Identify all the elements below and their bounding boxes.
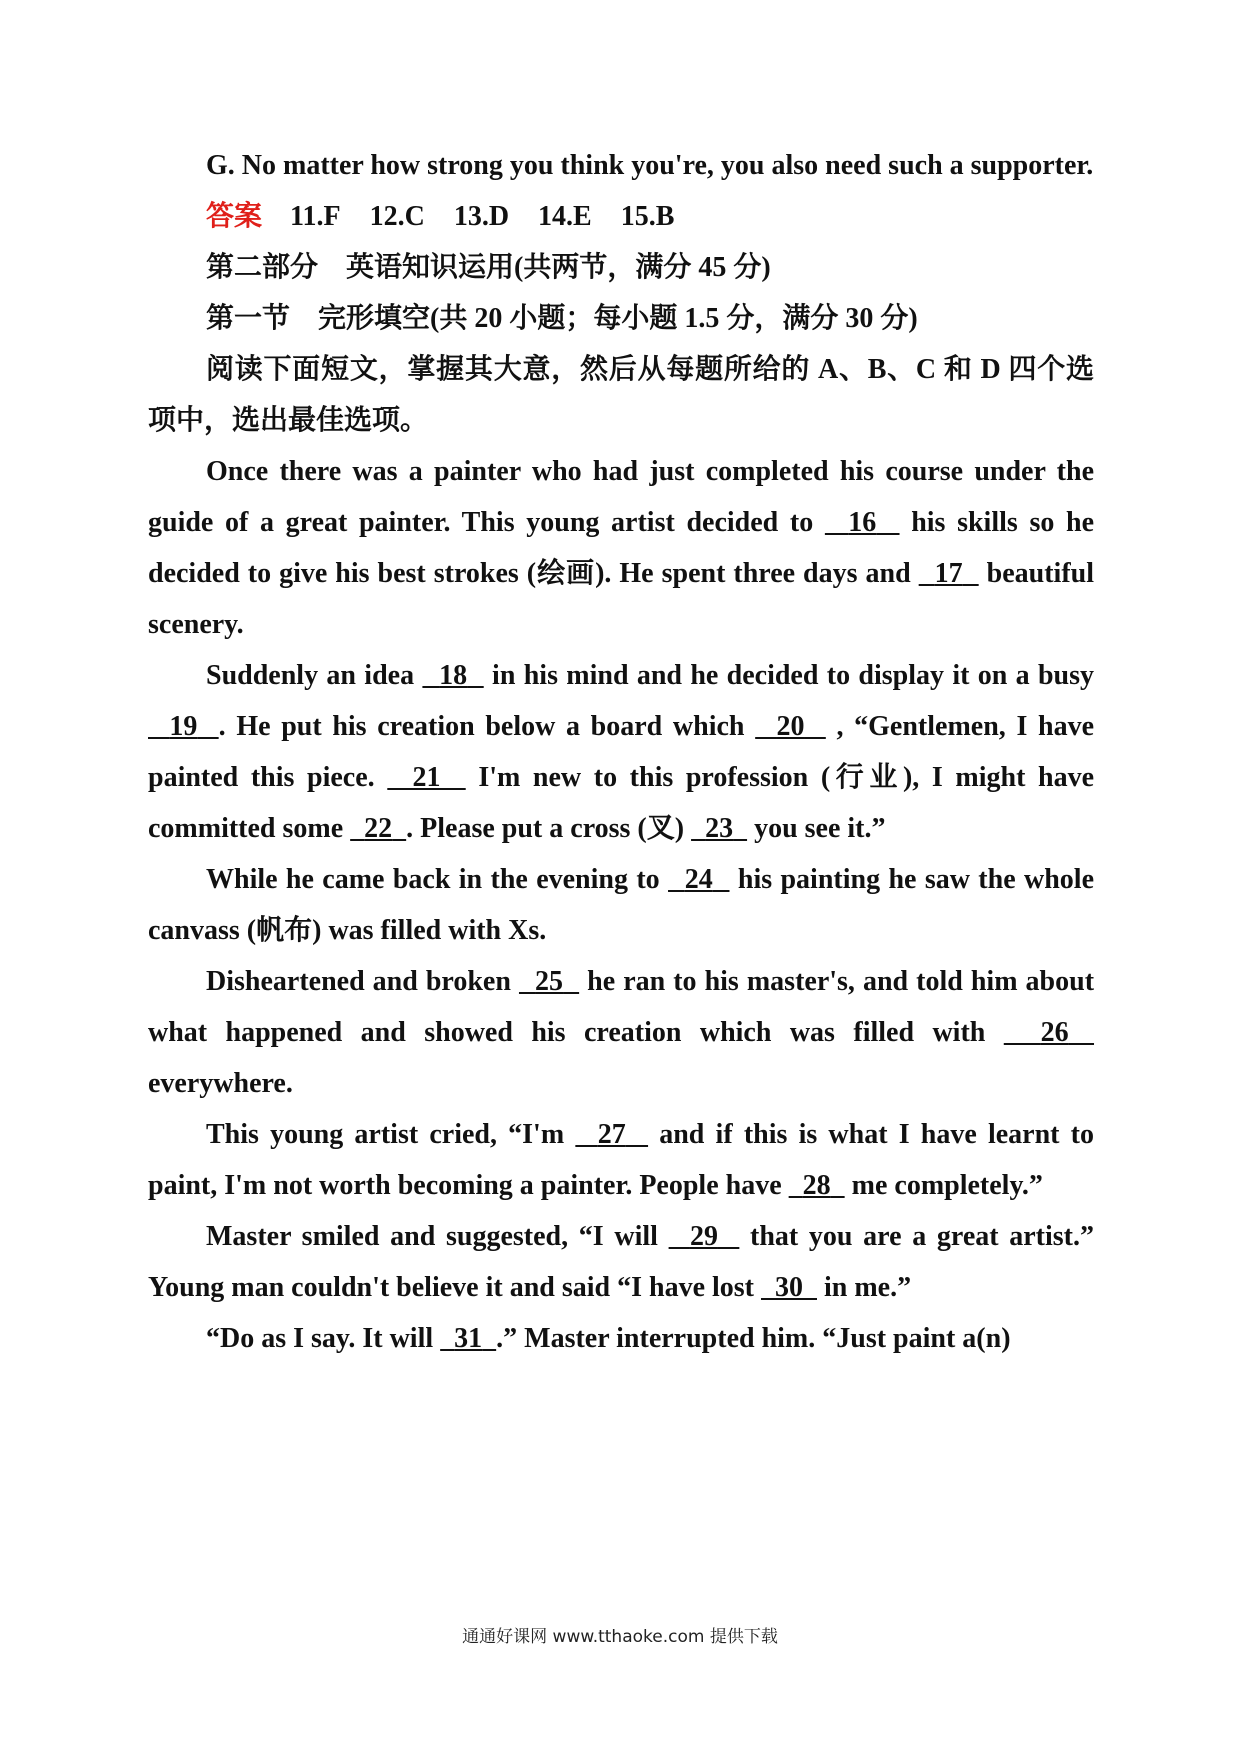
- blank-29: 29: [689, 1221, 718, 1252]
- passage-paragraph: [148, 446, 1094, 650]
- instructions: 阅读下面短文，掌握其大意，然后从每题所给的 A、B、C 和 D 四个选项中，选出最佳选项。: [148, 354, 1094, 436]
- blank-22: 22: [364, 813, 393, 844]
- passage-text: . He put his creation below a board which: [218, 711, 756, 742]
- passage-paragraph: [148, 1211, 1094, 1313]
- blank-30: 30: [775, 1272, 803, 1303]
- blank-17: 17: [934, 558, 963, 589]
- blank-24: 24: [684, 864, 713, 895]
- passage-text: and if this is what I have learnt to paint, I'm not worth becoming a painter. People have: [148, 1119, 1095, 1201]
- document-page: [148, 140, 1094, 1364]
- passage-paragraph: [148, 956, 1094, 1109]
- passage-text: you see it.”: [747, 813, 886, 844]
- passage-text: that you are a great artist.” Young man couldn't believe it and said “I have lost: [148, 1221, 1095, 1303]
- option-g: G. No matter how strong you think you're, you also need such a supporter.: [206, 150, 1094, 181]
- passage-paragraph: [148, 1313, 1094, 1364]
- answer-item: 11.F: [290, 201, 341, 232]
- page-footer: 通通好课网 www.tthaoke.com 提供下载: [462, 1627, 778, 1647]
- passage-text: Once there was a painter who had just completed his course under the guide of a great painter. This young artist decided to: [148, 456, 1094, 538]
- blank-21: 21: [412, 762, 441, 793]
- passage-paragraph: [148, 650, 1094, 854]
- answer-label: 答案: [206, 201, 263, 232]
- blank-23: 23: [705, 813, 734, 844]
- blank-16: 16: [848, 507, 877, 538]
- passage-text: in me.”: [817, 1272, 912, 1303]
- blank-25: 25: [535, 966, 564, 997]
- passage-text: everywhere.: [148, 1068, 293, 1099]
- answer-item: 14.E: [538, 201, 592, 232]
- answer-item: 13.D: [453, 201, 510, 232]
- passage-text: , “Gentlemen, I have painted this piece.: [148, 711, 1094, 793]
- passage-text: his painting he saw the whole canvass (帆布) was filled with Xs.: [148, 864, 1094, 946]
- answer-item: 12.C: [369, 201, 425, 232]
- answer-item: 15.B: [620, 201, 675, 232]
- passage-text: in his mind and he decided to display it on a busy: [483, 660, 1095, 691]
- passage-text: beautiful scenery.: [148, 558, 1095, 640]
- blank-26: 26: [1040, 1017, 1069, 1048]
- passage-text: .” Master interrupted him. “Just paint a(n): [496, 1323, 1011, 1354]
- passage-text: . Please put a cross (叉): [406, 813, 692, 844]
- blank-18: 18: [439, 660, 468, 691]
- blank-20: 20: [776, 711, 805, 742]
- blank-19: 19: [169, 711, 198, 742]
- passage-paragraph: [148, 854, 1094, 956]
- passage-text: This young artist cried, “I'm: [206, 1119, 576, 1150]
- passage-text: “Do as I say. It will: [206, 1323, 441, 1354]
- passage-text: Disheartened and broken: [206, 966, 519, 997]
- part-heading: 第二部分 英语知识运用(共两节，满分 45 分): [206, 252, 771, 283]
- answer-line: [148, 191, 1094, 242]
- passage-text: I'm new to this profession (行业), I might have committed some: [148, 762, 1095, 844]
- passage-text: his skills so he decided to give his best strokes (绘画). He spent three days and: [148, 507, 1095, 589]
- section-heading: 第一节 完形填空(共 20 小题；每小题 1.5 分，满分 30 分): [206, 303, 918, 334]
- passage-text: me completely.”: [844, 1170, 1043, 1201]
- blank-31: 31: [454, 1323, 483, 1354]
- passage-text: While he came back in the evening to: [206, 864, 669, 895]
- passage-text: Master smiled and suggested, “I will: [206, 1221, 669, 1252]
- passage-text: Suddenly an idea: [206, 660, 423, 691]
- blank-28: 28: [802, 1170, 831, 1201]
- passage-text: he ran to his master's, and told him about what happened and showed his creation which was filled with: [148, 966, 1095, 1048]
- passage-paragraph: [148, 1109, 1094, 1211]
- blank-27: 27: [597, 1119, 626, 1150]
